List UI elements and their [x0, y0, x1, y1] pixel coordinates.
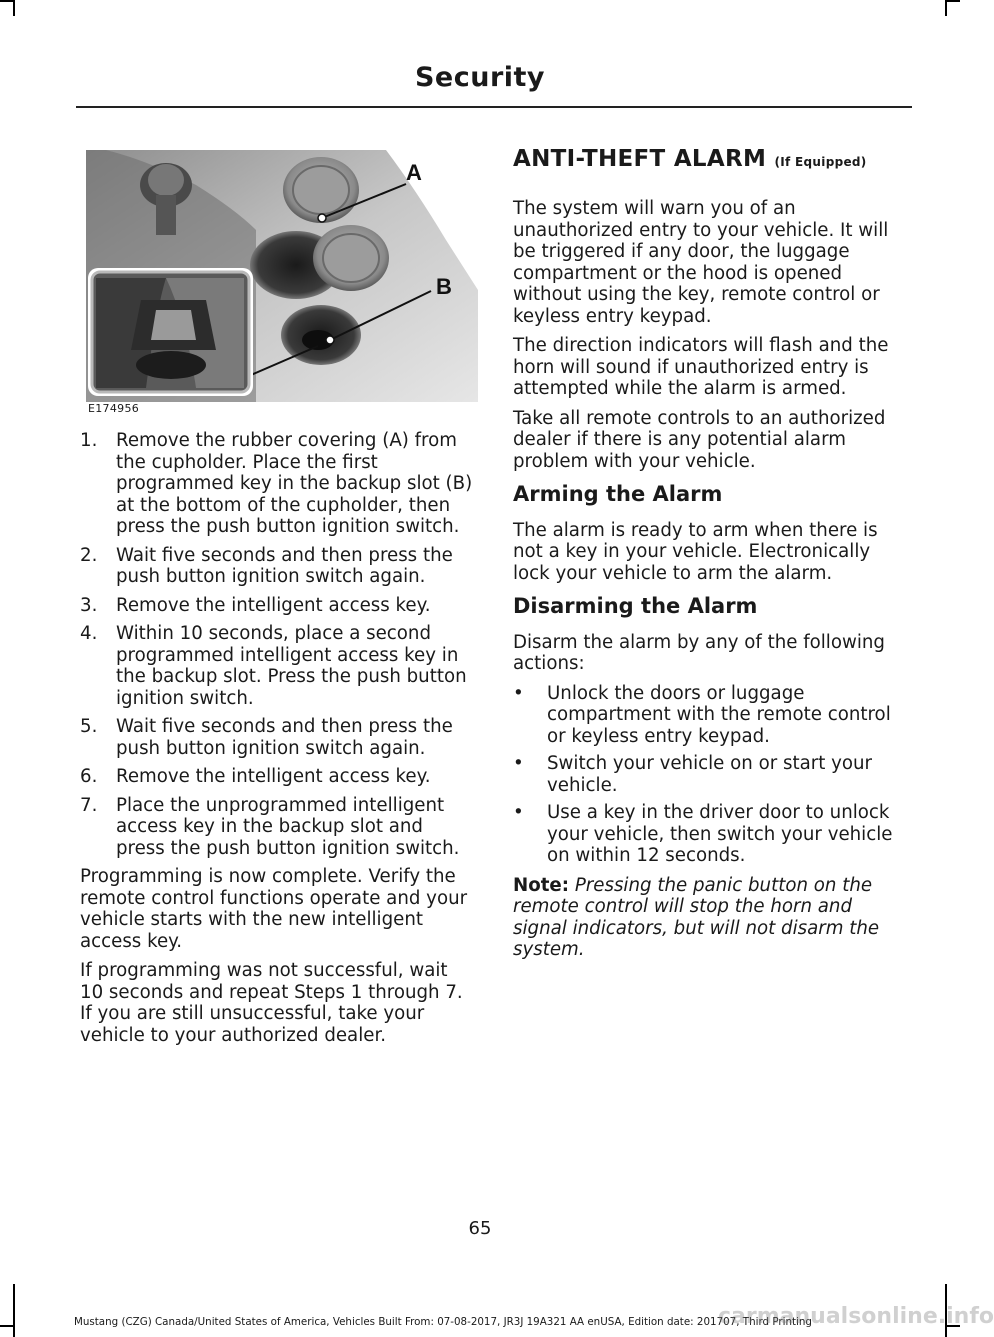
step-number: 4.: [80, 623, 98, 644]
note-label: Note:: [513, 874, 570, 896]
callout-a-label: A: [406, 160, 422, 185]
disarming-intro: Disarm the alarm by any of the following actions:: [513, 631, 885, 674]
step-item: [80, 595, 476, 617]
crop-mark: [13, 0, 15, 16]
arming-paragraph: The alarm is ready to arm when there is not a key in your vehicle. Electronically lock your vehicle to arm the alarm.: [513, 519, 878, 584]
disarming-heading: Disarming the Alarm: [513, 594, 758, 618]
programming-unsuccessful-paragraph: If programming was not successful, wait 10 seconds and repeat Steps 1 through 7. If you are still unsuccessful, take your vehicle to your authorized dealer.: [80, 960, 463, 1046]
step-text: Within 10 seconds, place a second programmed intelligent access key in the backup slot. Press the push button ignition switch.: [116, 623, 467, 709]
cupholder-backup-slot-figure: [86, 150, 478, 402]
bullet: •: [513, 802, 524, 823]
step-text: Wait five seconds and then press the push button ignition switch again.: [116, 544, 453, 587]
bullet-text: Switch your vehicle on or start your vehicle.: [547, 753, 873, 796]
bullet-text: Use a key in the driver door to unlock your vehicle, then switch your vehicle on within 12 seconds.: [547, 802, 893, 866]
step-item: [80, 795, 476, 860]
step-text: Remove the intelligent access key.: [116, 766, 431, 787]
step-text: Place the unprogrammed intelligent access key in the backup slot and press the push button ignition switch.: [116, 794, 460, 859]
alarm-paragraph-3: Take all remote controls to an authorized dealer if there is any potential alarm problem with your vehicle.: [513, 407, 886, 472]
step-number: 1.: [80, 430, 98, 451]
header-rule: [76, 106, 912, 108]
callout-b-label: B: [436, 274, 452, 299]
crop-mark: [0, 1325, 13, 1327]
anti-theft-alarm-heading: [513, 146, 923, 172]
section-title: Security: [414, 62, 546, 93]
step-item: [80, 623, 476, 709]
alarm-paragraph-2: The direction indicators will flash and the horn will sound if unauthorized entry is attempted while the alarm is armed.: [513, 335, 889, 399]
heading-suffix: (If Equipped): [774, 155, 867, 169]
list-item: [513, 802, 909, 867]
step-item: [80, 716, 476, 759]
watermark: carmanualsonline.info: [718, 1304, 994, 1329]
bullet: •: [513, 753, 524, 774]
step-item: [80, 545, 476, 588]
disarm-actions-list: [513, 683, 909, 867]
step-number: 6.: [80, 766, 98, 787]
figure-id: E174956: [88, 402, 140, 415]
footer-text: Mustang (CZG) Canada/United States of America, Vehicles Built From: 07-08-2017, JR3J 19A321 AA enUSA, Edition date: 201707, Third Printing: [74, 1316, 812, 1328]
alarm-paragraph-1: The system will warn you of an unauthorized entry to your vehicle. It will be triggered if any door, the luggage compartment or the hood is opened without using the key, remote control or keyless entry keypad.: [513, 198, 889, 327]
programming-complete-paragraph: Programming is now complete. Verify the remote control functions operate and your vehicle starts with the new intelligent access key.: [80, 866, 468, 952]
arming-heading: Arming the Alarm: [513, 482, 723, 506]
step-text: Remove the rubber covering (A) from the cupholder. Place the first programmed key in the backup slot (B) at the bottom of the cupholder, then press the push button ignition switch.: [116, 430, 473, 537]
step-item: [80, 430, 476, 538]
step-text: Remove the intelligent access key.: [116, 594, 431, 616]
bullet-text: Unlock the doors or luggage compartment with the remote control or keyless entry keypad.: [547, 682, 891, 747]
list-item: [513, 683, 909, 748]
note-text: Pressing the panic button on the remote control will stop the horn and signal indicators, but will not disarm the system.: [513, 874, 880, 960]
step-number: 2.: [80, 544, 98, 566]
crop-mark: [945, 0, 947, 16]
crop-mark: [0, 0, 14, 2]
heading-text: ANTI-THEFT ALARM: [513, 146, 767, 172]
step-number: 7.: [80, 794, 98, 816]
step-text: Wait five seconds and then press the push button ignition switch again.: [116, 716, 453, 759]
step-item: [80, 766, 476, 788]
crop-mark: [946, 0, 960, 2]
cupholder-illustration: [86, 150, 478, 402]
bullet: •: [513, 682, 524, 704]
step-number: 3.: [80, 594, 98, 616]
list-item: [513, 753, 909, 796]
programming-steps: [80, 430, 476, 859]
note-paragraph: [513, 875, 909, 961]
crop-mark: [13, 1284, 15, 1337]
page-number: 65: [468, 1218, 492, 1239]
right-column: [513, 198, 909, 969]
left-column: [80, 430, 476, 1054]
step-number: 5.: [80, 716, 98, 737]
